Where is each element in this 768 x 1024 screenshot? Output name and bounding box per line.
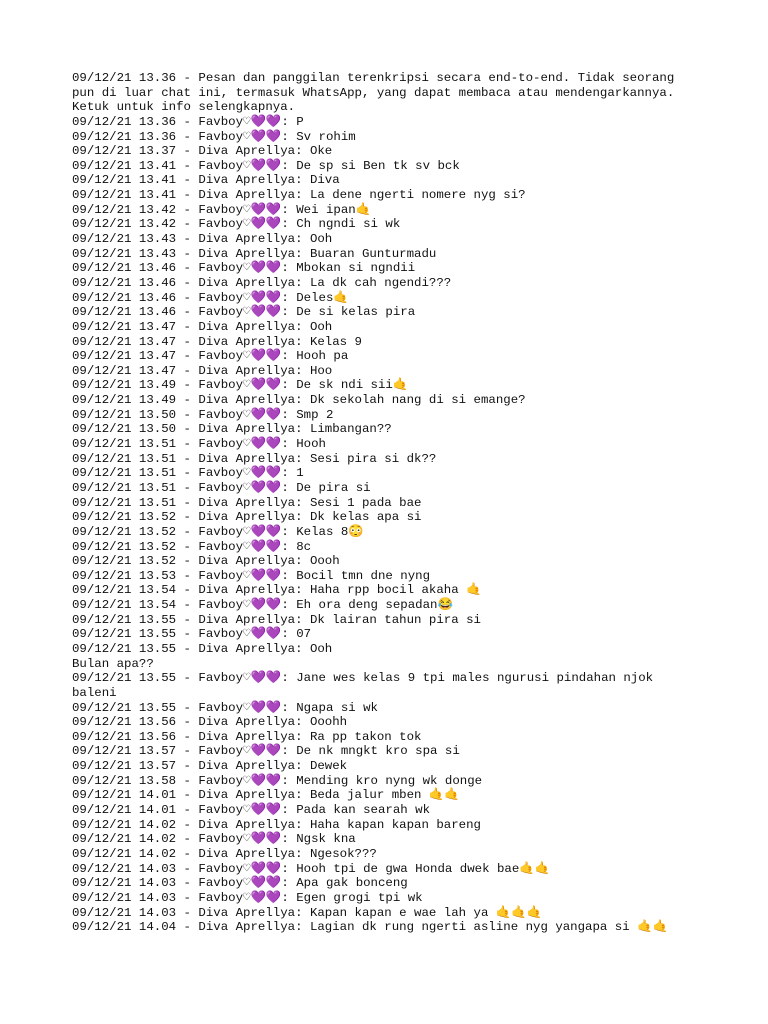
chat-line: 09/12/21 13.50 - Diva Aprellya: Limbangan?? [72, 422, 392, 437]
chat-line: 09/12/21 13.41 - Favboy♡💜💜: De sp si Ben tk sv bck [72, 158, 460, 173]
chat-line: 09/12/21 13.43 - Diva Aprellya: Ooh [72, 232, 333, 247]
chat-line: 09/12/21 14.02 - Diva Aprellya: Ngesok??? [72, 846, 377, 861]
chat-line: 09/12/21 14.02 - Favboy♡💜💜: Ngsk kna [72, 832, 356, 847]
chat-line: 09/12/21 13.46 - Favboy♡💜💜: Deles🤙 [72, 290, 349, 305]
chat-line: pun di luar chat ini, termasuk WhatsApp, yang dapat membaca atau mendengarkannya. [72, 85, 675, 100]
chat-line: 09/12/21 13.58 - Favboy♡💜💜: Mending kro nyng wk donge [72, 773, 483, 788]
chat-line: 09/12/21 14.04 - Diva Aprellya: Lagian dk rung ngerti asline nyg yangapa si 🤙🤙 [72, 920, 668, 935]
chat-line: 09/12/21 14.03 - Favboy♡💜💜: Egen grogi tpi wk [72, 890, 423, 905]
chat-line: 09/12/21 13.55 - Favboy♡💜💜: Jane wes kelas 9 tpi males ngurusi pindahan njok [72, 671, 654, 686]
chat-line: 09/12/21 13.47 - Diva Aprellya: Hoo [72, 363, 333, 378]
chat-line: 09/12/21 14.01 - Favboy♡💜💜: Pada kan searah wk [72, 803, 431, 818]
chat-line: 09/12/21 14.03 - Favboy♡💜💜: Hooh tpi de gwa Honda dwek bae🤙🤙 [72, 861, 551, 876]
chat-line: 09/12/21 13.57 - Diva Aprellya: Dewek [72, 759, 348, 774]
chat-line: 09/12/21 13.42 - Favboy♡💜💜: Wei ipan🤙 [72, 202, 372, 217]
chat-line: 09/12/21 13.41 - Diva Aprellya: La dene ngerti nomere nyg si? [72, 188, 526, 203]
chat-line: 09/12/21 13.51 - Favboy♡💜💜: De pira si [72, 480, 371, 495]
chat-line: 09/12/21 13.52 - Diva Aprellya: Dk kelas apa si [72, 510, 422, 525]
chat-line: 09/12/21 13.36 - Favboy♡💜💜: Sv rohim [72, 129, 356, 144]
chat-line: Bulan apa?? [72, 656, 154, 671]
chat-log [72, 71, 712, 935]
chat-line: 09/12/21 13.47 - Diva Aprellya: Ooh [72, 319, 333, 334]
chat-line: 09/12/21 13.52 - Diva Aprellya: Oooh [72, 554, 340, 569]
chat-line: 09/12/21 13.53 - Favboy♡💜💜: Bocil tmn dne nyng [72, 568, 431, 583]
chat-line: 09/12/21 13.50 - Favboy♡💜💜: Smp 2 [72, 407, 334, 422]
chat-line: 09/12/21 14.03 - Diva Aprellya: Kapan kapan e wae lah ya 🤙🤙🤙 [72, 905, 543, 920]
chat-line: 09/12/21 13.47 - Favboy♡💜💜: Hooh pa [72, 349, 349, 364]
chat-line: 09/12/21 13.54 - Diva Aprellya: Haha rpp bocil akaha 🤙 [72, 583, 482, 598]
chat-line: 09/12/21 13.51 - Diva Aprellya: Sesi 1 pada bae [72, 495, 422, 510]
chat-line: 09/12/21 13.54 - Favboy♡💜💜: Eh ora deng sepadan😂 [72, 598, 453, 613]
chat-line: 09/12/21 14.03 - Favboy♡💜💜: Apa gak bonceng [72, 876, 408, 891]
chat-line: 09/12/21 13.51 - Favboy♡💜💜: 1 [72, 466, 304, 481]
chat-line: 09/12/21 14.02 - Diva Aprellya: Haha kapan kapan bareng [72, 817, 481, 832]
chat-line: 09/12/21 13.46 - Favboy♡💜💜: Mbokan si ngndii [72, 261, 416, 276]
chat-line: 09/12/21 14.01 - Diva Aprellya: Beda jalur mben 🤙🤙 [72, 788, 460, 803]
chat-line: 09/12/21 13.55 - Favboy♡💜💜: Ngapa si wk [72, 700, 378, 715]
chat-line: 09/12/21 13.56 - Diva Aprellya: Ra pp takon tok [72, 729, 422, 744]
chat-line: 09/12/21 13.36 - Favboy♡💜💜: P [72, 114, 304, 129]
chat-line: baleni [72, 685, 117, 700]
chat-line: 09/12/21 13.52 - Favboy♡💜💜: 8c [72, 539, 312, 554]
chat-line: 09/12/21 13.51 - Favboy♡💜💜: Hooh [72, 437, 326, 452]
chat-line: Ketuk untuk info selengkapnya. [72, 100, 296, 115]
chat-line: 09/12/21 13.56 - Diva Aprellya: Ooohh [72, 715, 348, 730]
chat-line: 09/12/21 13.51 - Diva Aprellya: Sesi pira si dk?? [72, 451, 437, 466]
chat-line: 09/12/21 13.42 - Favboy♡💜💜: Ch ngndi si wk [72, 217, 401, 232]
chat-line: 09/12/21 13.36 - Pesan dan panggilan terenkripsi secara end-to-end. Tidak seorang [72, 71, 675, 85]
chat-line: 09/12/21 13.49 - Diva Aprellya: Dk sekolah nang di si emange? [72, 393, 526, 408]
chat-line: 09/12/21 13.55 - Favboy♡💜💜: 07 [72, 627, 312, 642]
chat-line: 09/12/21 13.46 - Diva Aprellya: La dk cah ngendi??? [72, 275, 452, 290]
chat-line: 09/12/21 13.55 - Diva Aprellya: Dk lairan tahun pira si [72, 612, 481, 627]
chat-line: 09/12/21 13.43 - Diva Aprellya: Buaran Gunturmadu [72, 246, 437, 261]
chat-line: 09/12/21 13.47 - Diva Aprellya: Kelas 9 [72, 334, 362, 349]
chat-line: 09/12/21 13.52 - Favboy♡💜💜: Kelas 8😳 [72, 524, 364, 539]
chat-line: 09/12/21 13.41 - Diva Aprellya: Diva [72, 173, 340, 188]
chat-line: 09/12/21 13.55 - Diva Aprellya: Ooh [72, 641, 333, 656]
chat-line: 09/12/21 13.57 - Favboy♡💜💜: De nk mngkt kro spa si [72, 744, 460, 759]
chat-line: 09/12/21 13.49 - Favboy♡💜💜: De sk ndi sii🤙 [72, 378, 409, 393]
chat-line: 09/12/21 13.37 - Diva Aprellya: Oke [72, 144, 333, 159]
chat-line: 09/12/21 13.46 - Favboy♡💜💜: De si kelas pira [72, 305, 416, 320]
